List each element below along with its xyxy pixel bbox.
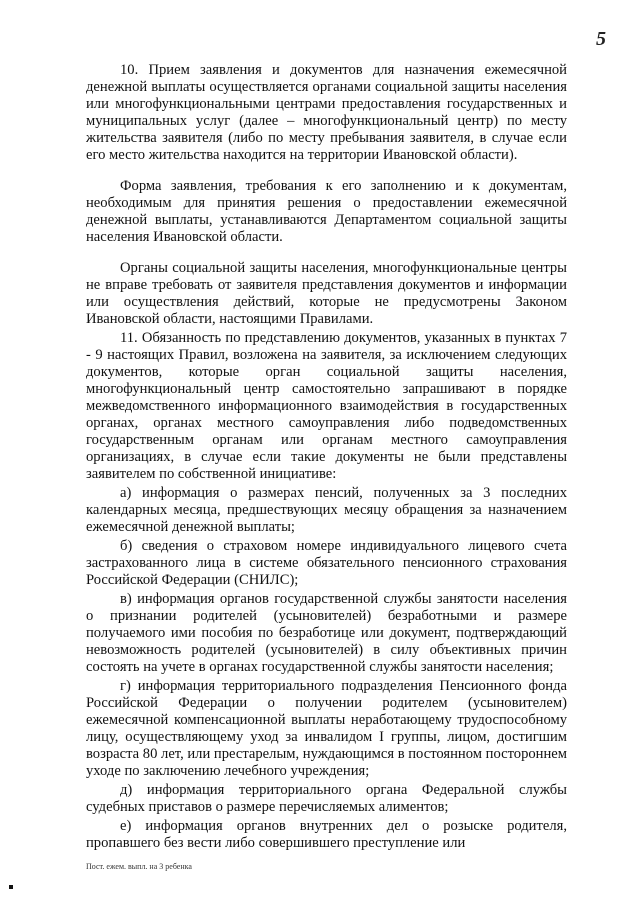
paragraph-social-protection-bodies: Органы социальной защиты населения, многофункциональные центры не вправе требовать от заявителя представления документов и информации или осуществления действий, которые не предусмотрены Законом Ивановской области, настоящими Правилами. <box>86 260 567 327</box>
item-b: б) сведения о страховом номере индивидуального лицевого счета застрахованного лица в системе обязательного пенсионного страхования Российской Федерации (СНИЛС); <box>86 538 567 588</box>
footer-note: Пост. ежем. выпл. на 3 ребенка <box>86 862 192 871</box>
item-d: д) информация территориального органа Федеральной службы судебных приставов о размере перечисляемых алиментов; <box>86 782 567 815</box>
page-number: 5 <box>596 28 606 50</box>
paragraph-11: 11. Обязанность по представлению документов, указанных в пунктах 7 - 9 настоящих Правил, возложена на заявителя, за исключением следующих документов, которые орган социальной защиты населения, многофункциональный центр самостоятельно запрашивают в порядке межведомственного информационного взаимодействия в государственных органах, органах местного самоуправления либо подведомственных государственным органам или органам местного самоуправления организациях, в случае если такие документы не были представлены заявителем по собственной инициативе: <box>86 330 567 482</box>
document-body <box>86 62 567 852</box>
scan-mark <box>9 885 13 889</box>
item-g: г) информация территориального подразделения Пенсионного фонда Российской Федерации о получении родителем (усыновителем) ежемесячной компенсационной выплаты неработающему трудоспособному лицу, осуществляющему уход за инвалидом I группы, лицом, достигшим возраста 80 лет, или престарелым, нуждающимся в постоянном постороннем уходе по заключению лечебного учреждения; <box>86 678 567 779</box>
item-v: в) информация органов государственной службы занятости населения о признании родителей (усыновителей) безработными и размере получаемого ими пособия по безработице или документ, подтверждающий невозможность родителей (усыновителей) в силу объективных причин состоять на учете в органах государственной службы занятости населения; <box>86 591 567 675</box>
paragraph-10: 10. Прием заявления и документов для назначения ежемесячной денежной выплаты осуществляется органами социальной защиты населения или многофункциональными центрами предоставления государственных и муниципальных услуг (далее – многофункциональный центр) по месту жительства заявителя (либо по месту пребывания заявителя, в случае если его место жительства находится на территории Ивановской области). <box>86 62 567 163</box>
item-a: а) информация о размерах пенсий, полученных за 3 последних календарных месяца, предшествующих месяцу обращения за назначением ежемесячной денежной выплаты; <box>86 485 567 535</box>
item-e: е) информация органов внутренних дел о розыске родителя, пропавшего без вести либо совершившего преступление или <box>86 818 567 851</box>
paragraph-application-form: Форма заявления, требования к его заполнению и к документам, необходимым для принятия решения о предоставлении ежемесячной денежной выплаты, устанавливаются Департаментом социальной защиты населения Ивановской области. <box>86 178 567 245</box>
